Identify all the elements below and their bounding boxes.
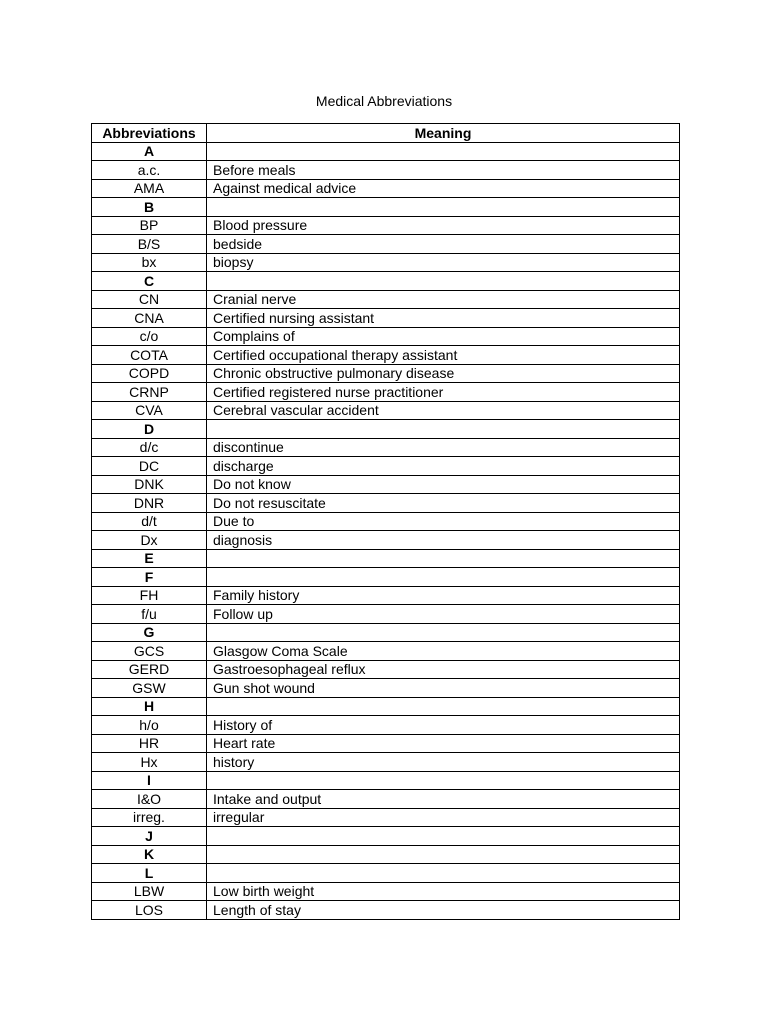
table-row <box>92 734 680 753</box>
table-row <box>92 642 680 661</box>
table-row <box>92 457 680 476</box>
meaning-cell: Family history <box>207 586 680 605</box>
section-row <box>92 142 680 161</box>
table-row <box>92 531 680 550</box>
meaning-cell: history <box>207 753 680 772</box>
abbreviation-cell: CNA <box>92 309 207 328</box>
table-row <box>92 494 680 513</box>
section-letter: E <box>92 549 207 568</box>
meaning-cell: Gastroesophageal reflux <box>207 660 680 679</box>
table-row <box>92 790 680 809</box>
section-row <box>92 697 680 716</box>
table-row <box>92 216 680 235</box>
meaning-cell: Gun shot wound <box>207 679 680 698</box>
section-letter: D <box>92 420 207 439</box>
meaning-cell <box>207 827 680 846</box>
table-row <box>92 253 680 272</box>
section-letter: J <box>92 827 207 846</box>
section-row <box>92 864 680 883</box>
meaning-cell <box>207 142 680 161</box>
abbreviation-cell: DNR <box>92 494 207 513</box>
abbreviation-cell: LOS <box>92 901 207 920</box>
table-header-row <box>92 124 680 143</box>
abbreviation-cell: Hx <box>92 753 207 772</box>
abbreviation-cell: COPD <box>92 364 207 383</box>
meaning-cell: Against medical advice <box>207 179 680 198</box>
meaning-cell <box>207 420 680 439</box>
abbreviation-cell: B/S <box>92 235 207 254</box>
abbreviation-cell: DC <box>92 457 207 476</box>
abbreviation-cell: h/o <box>92 716 207 735</box>
section-row <box>92 420 680 439</box>
abbreviation-cell: DNK <box>92 475 207 494</box>
meaning-cell: Length of stay <box>207 901 680 920</box>
table-row <box>92 383 680 402</box>
meaning-cell: bedside <box>207 235 680 254</box>
abbreviation-cell: COTA <box>92 346 207 365</box>
section-letter: H <box>92 697 207 716</box>
table-row <box>92 290 680 309</box>
section-row <box>92 549 680 568</box>
meaning-cell: Certified nursing assistant <box>207 309 680 328</box>
section-letter: L <box>92 864 207 883</box>
table-row <box>92 586 680 605</box>
table-row <box>92 161 680 180</box>
abbreviation-cell: CRNP <box>92 383 207 402</box>
abbreviation-cell: d/t <box>92 512 207 531</box>
document-title: Medical Abbreviations <box>315 93 453 109</box>
meaning-cell: Due to <box>207 512 680 531</box>
section-row <box>92 568 680 587</box>
section-row <box>92 272 680 291</box>
table-row <box>92 808 680 827</box>
abbreviation-cell: d/c <box>92 438 207 457</box>
meaning-cell: Cranial nerve <box>207 290 680 309</box>
table-row <box>92 364 680 383</box>
meaning-cell <box>207 864 680 883</box>
meaning-cell: Low birth weight <box>207 882 680 901</box>
abbreviation-cell: CVA <box>92 401 207 420</box>
abbreviation-cell: LBW <box>92 882 207 901</box>
abbreviation-cell: GSW <box>92 679 207 698</box>
abbreviation-cell: GERD <box>92 660 207 679</box>
section-row <box>92 771 680 790</box>
meaning-cell: diagnosis <box>207 531 680 550</box>
meaning-cell <box>207 272 680 291</box>
meaning-cell: biopsy <box>207 253 680 272</box>
meaning-cell: discontinue <box>207 438 680 457</box>
section-row <box>92 198 680 217</box>
section-letter: B <box>92 198 207 217</box>
abbreviation-cell: a.c. <box>92 161 207 180</box>
meaning-cell <box>207 549 680 568</box>
abbreviation-cell: CN <box>92 290 207 309</box>
meaning-cell: Certified registered nurse practitioner <box>207 383 680 402</box>
abbreviation-cell: FH <box>92 586 207 605</box>
section-letter: A <box>92 142 207 161</box>
section-letter: K <box>92 845 207 864</box>
abbreviation-cell: c/o <box>92 327 207 346</box>
meaning-cell: Follow up <box>207 605 680 624</box>
meaning-column-header: Meaning <box>207 124 680 143</box>
meaning-cell <box>207 623 680 642</box>
table-row <box>92 605 680 624</box>
section-letter: C <box>92 272 207 291</box>
meaning-cell: Glasgow Coma Scale <box>207 642 680 661</box>
abbreviation-cell: f/u <box>92 605 207 624</box>
table-row <box>92 401 680 420</box>
abbreviation-cell: HR <box>92 734 207 753</box>
meaning-cell <box>207 771 680 790</box>
table-row <box>92 716 680 735</box>
abbreviation-cell: Dx <box>92 531 207 550</box>
abbreviations-column-header: Abbreviations <box>92 124 207 143</box>
table-body <box>92 142 680 919</box>
abbreviation-cell: BP <box>92 216 207 235</box>
abbreviation-cell: irreg. <box>92 808 207 827</box>
meaning-cell: Cerebral vascular accident <box>207 401 680 420</box>
table-row <box>92 901 680 920</box>
meaning-cell: Before meals <box>207 161 680 180</box>
table-row <box>92 346 680 365</box>
meaning-cell: irregular <box>207 808 680 827</box>
table-row <box>92 235 680 254</box>
table-row <box>92 179 680 198</box>
meaning-cell: History of <box>207 716 680 735</box>
section-letter: F <box>92 568 207 587</box>
table-row <box>92 753 680 772</box>
meaning-cell: Chronic obstructive pulmonary disease <box>207 364 680 383</box>
section-row <box>92 845 680 864</box>
meaning-cell: Intake and output <box>207 790 680 809</box>
abbreviation-cell: I&O <box>92 790 207 809</box>
meaning-cell <box>207 568 680 587</box>
section-letter: G <box>92 623 207 642</box>
meaning-cell: Heart rate <box>207 734 680 753</box>
table-row <box>92 882 680 901</box>
meaning-cell: Blood pressure <box>207 216 680 235</box>
meaning-cell: Complains of <box>207 327 680 346</box>
meaning-cell <box>207 697 680 716</box>
abbreviation-cell: bx <box>92 253 207 272</box>
table-row <box>92 438 680 457</box>
abbreviations-table <box>91 123 680 920</box>
abbreviation-cell: GCS <box>92 642 207 661</box>
meaning-cell <box>207 845 680 864</box>
meaning-cell: Do not resuscitate <box>207 494 680 513</box>
table-row <box>92 309 680 328</box>
section-row <box>92 827 680 846</box>
meaning-cell: discharge <box>207 457 680 476</box>
meaning-cell: Certified occupational therapy assistant <box>207 346 680 365</box>
table-row <box>92 679 680 698</box>
meaning-cell: Do not know <box>207 475 680 494</box>
table-row <box>92 327 680 346</box>
table-row <box>92 512 680 531</box>
table-row <box>92 660 680 679</box>
abbreviation-cell: AMA <box>92 179 207 198</box>
table-row <box>92 475 680 494</box>
section-letter: I <box>92 771 207 790</box>
meaning-cell <box>207 198 680 217</box>
section-row <box>92 623 680 642</box>
